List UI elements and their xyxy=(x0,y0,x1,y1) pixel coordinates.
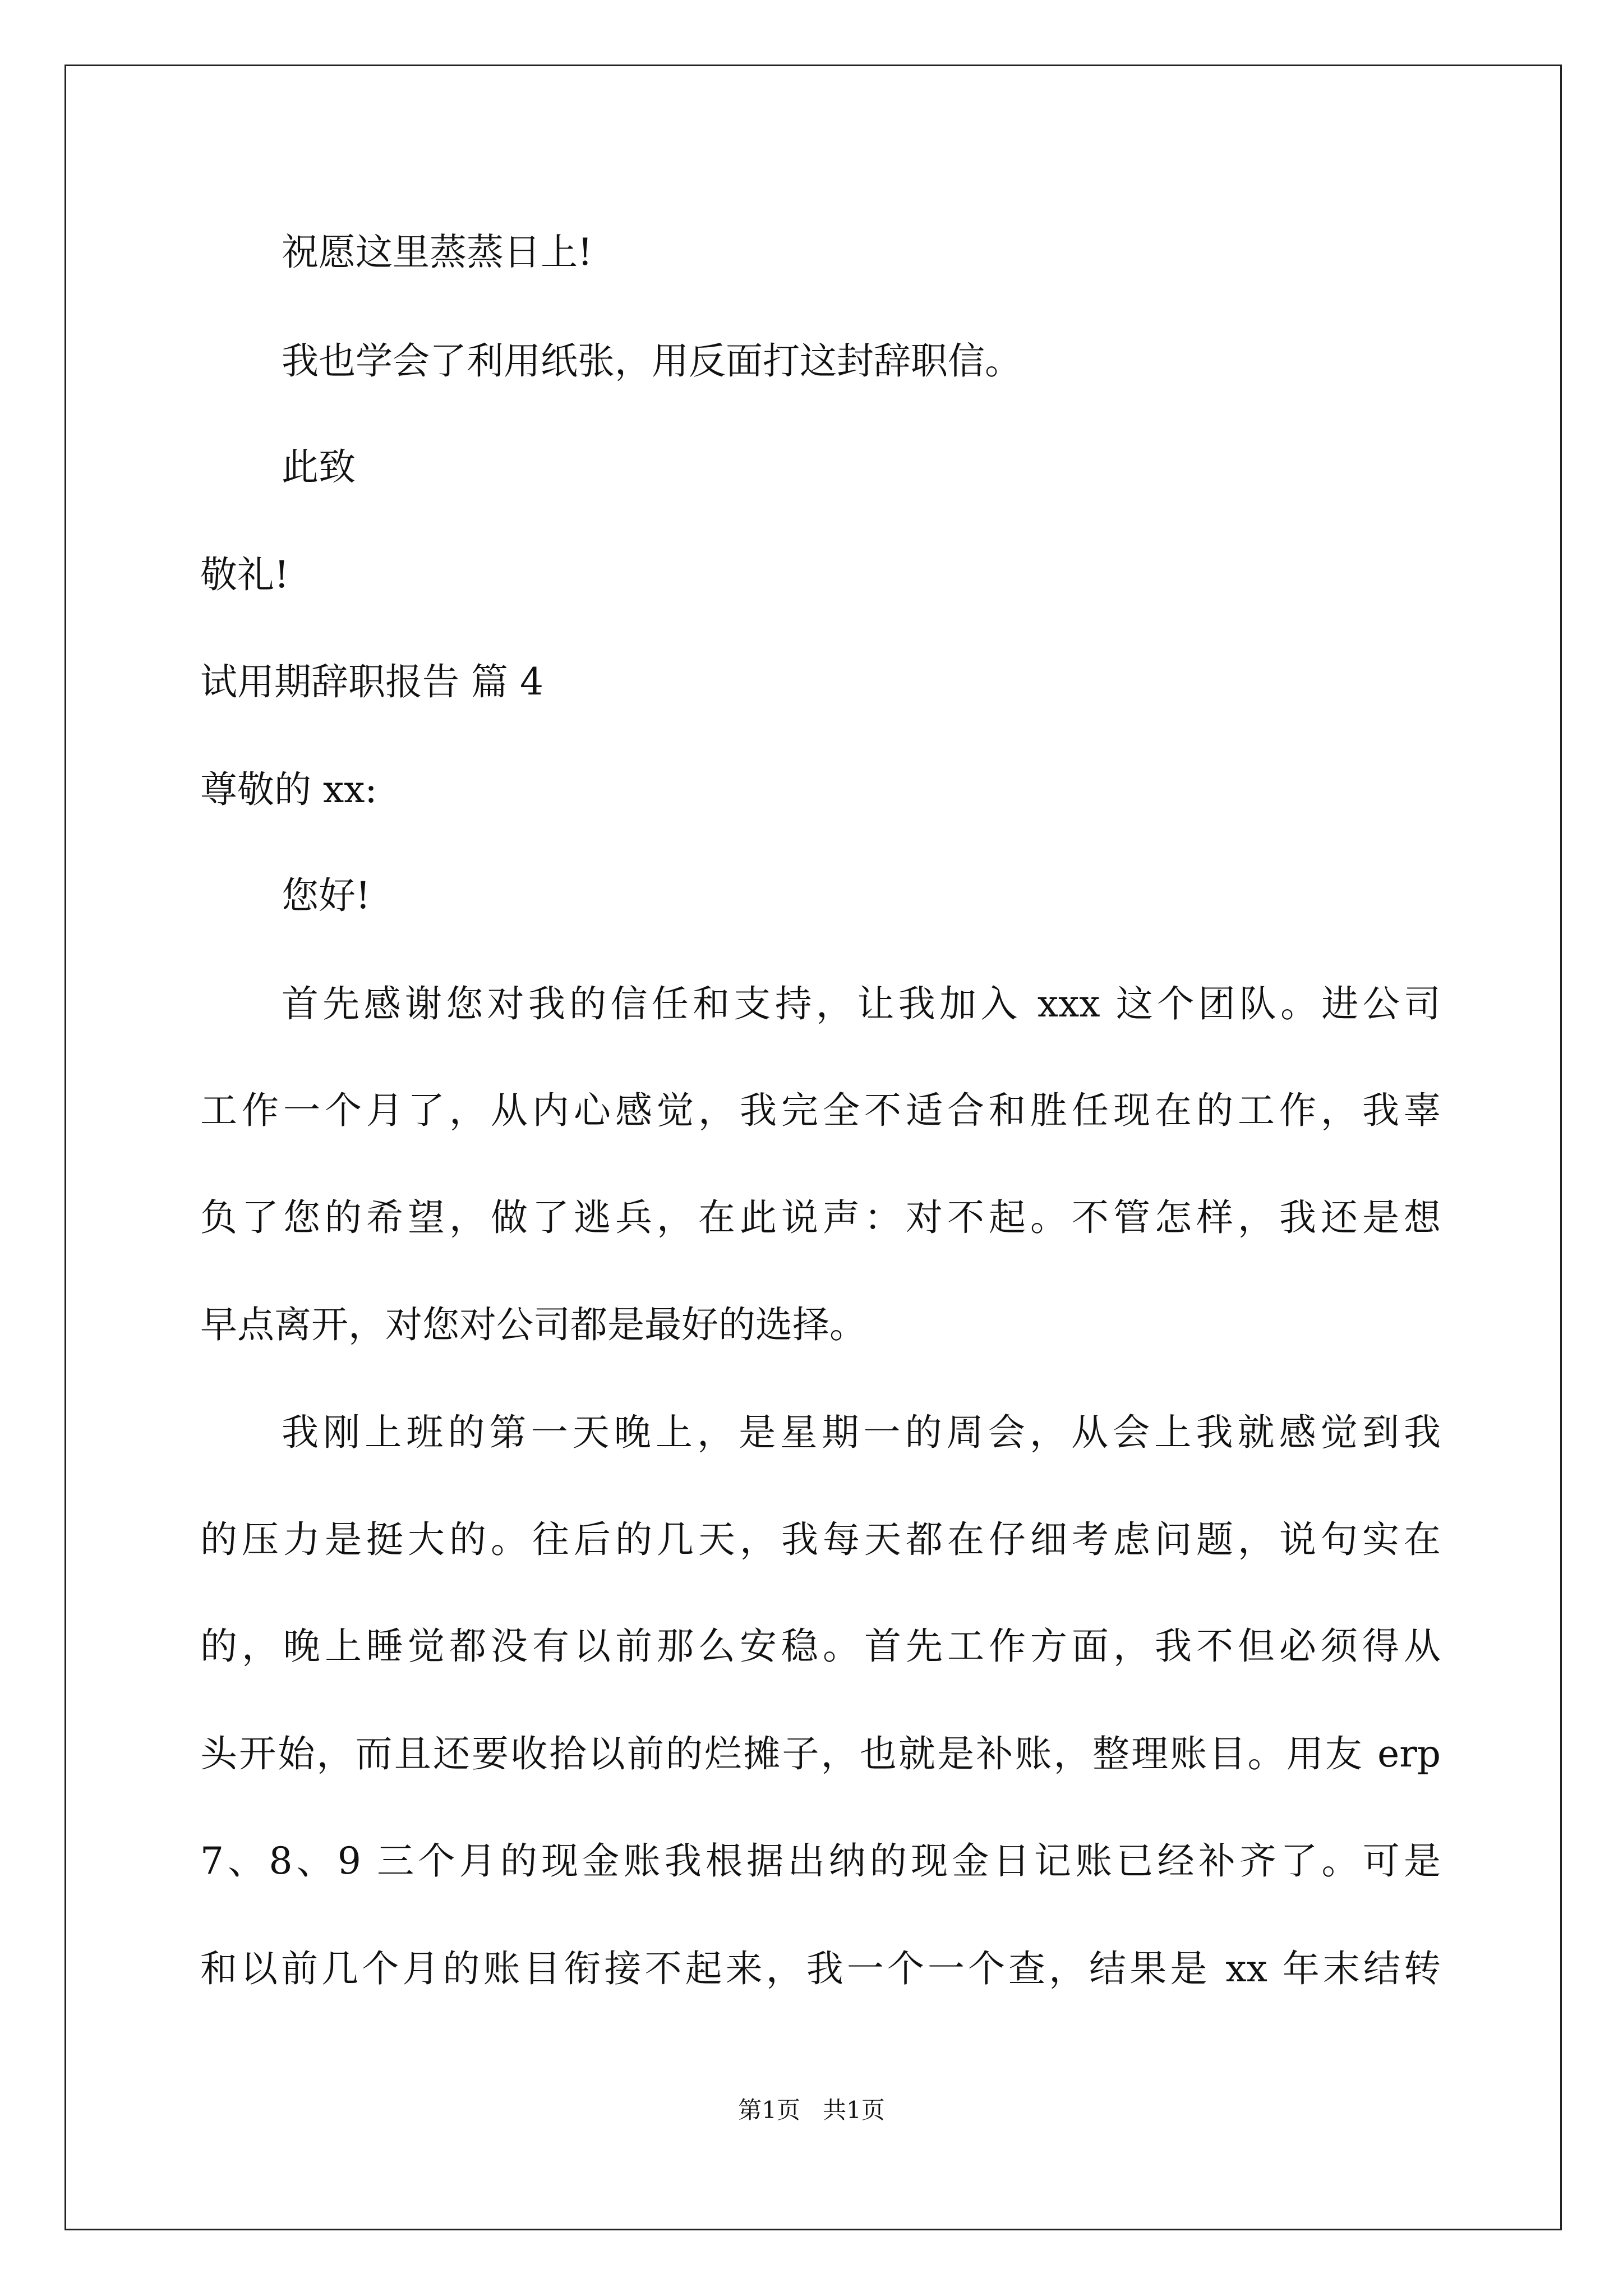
text-line: 的压力是挺大的。往后的几天，我每天都在仔细考虑问题，说句实在 xyxy=(200,1518,1441,1561)
page-footer: 第1页 共1页 xyxy=(738,2096,885,2124)
salutation: 尊敬的 xx: xyxy=(200,768,377,811)
text-line: 工作一个月了，从内心感觉，我完全不适合和胜任现在的工作，我辜 xyxy=(200,1089,1441,1132)
text-line: 7、8、9 三个月的现金账我根据出纳的现金日记账已经补齐了。可是 xyxy=(200,1839,1441,1883)
section-heading: 试用期辞职报告 篇 4 xyxy=(200,660,543,703)
page-border xyxy=(64,65,1562,2230)
text-line: 首先感谢您对我的信任和支持，让我加入 xxx 这个团队。进公司 xyxy=(282,982,1441,1025)
text-line: 头开始，而且还要收拾以前的烂摊子，也就是补账，整理账目。用友 erp xyxy=(200,1732,1441,1775)
text-line: 的，晚上睡觉都没有以前那么安稳。首先工作方面，我不但必须得从 xyxy=(200,1625,1441,1668)
text-line: 我刚上班的第一天晚上，是星期一的周会，从会上我就感觉到我 xyxy=(282,1411,1441,1454)
text-line: 敬礼! xyxy=(200,553,289,596)
text-line: 和以前几个月的账目衔接不起来，我一个一个查，结果是 xx 年末结转 xyxy=(200,1947,1441,1990)
text-line: 负了您的希望，做了逃兵，在此说声：对不起。不管怎样，我还是想 xyxy=(200,1196,1441,1239)
text-line: 我也学会了利用纸张，用反面打这封辞职信。 xyxy=(282,339,1022,383)
text-line: 早点离开，对您对公司都是最好的选择。 xyxy=(200,1303,866,1346)
text-line: 祝愿这里蒸蒸日上! xyxy=(282,231,593,274)
text-line: 此致 xyxy=(282,445,356,489)
greeting: 您好! xyxy=(282,874,371,917)
